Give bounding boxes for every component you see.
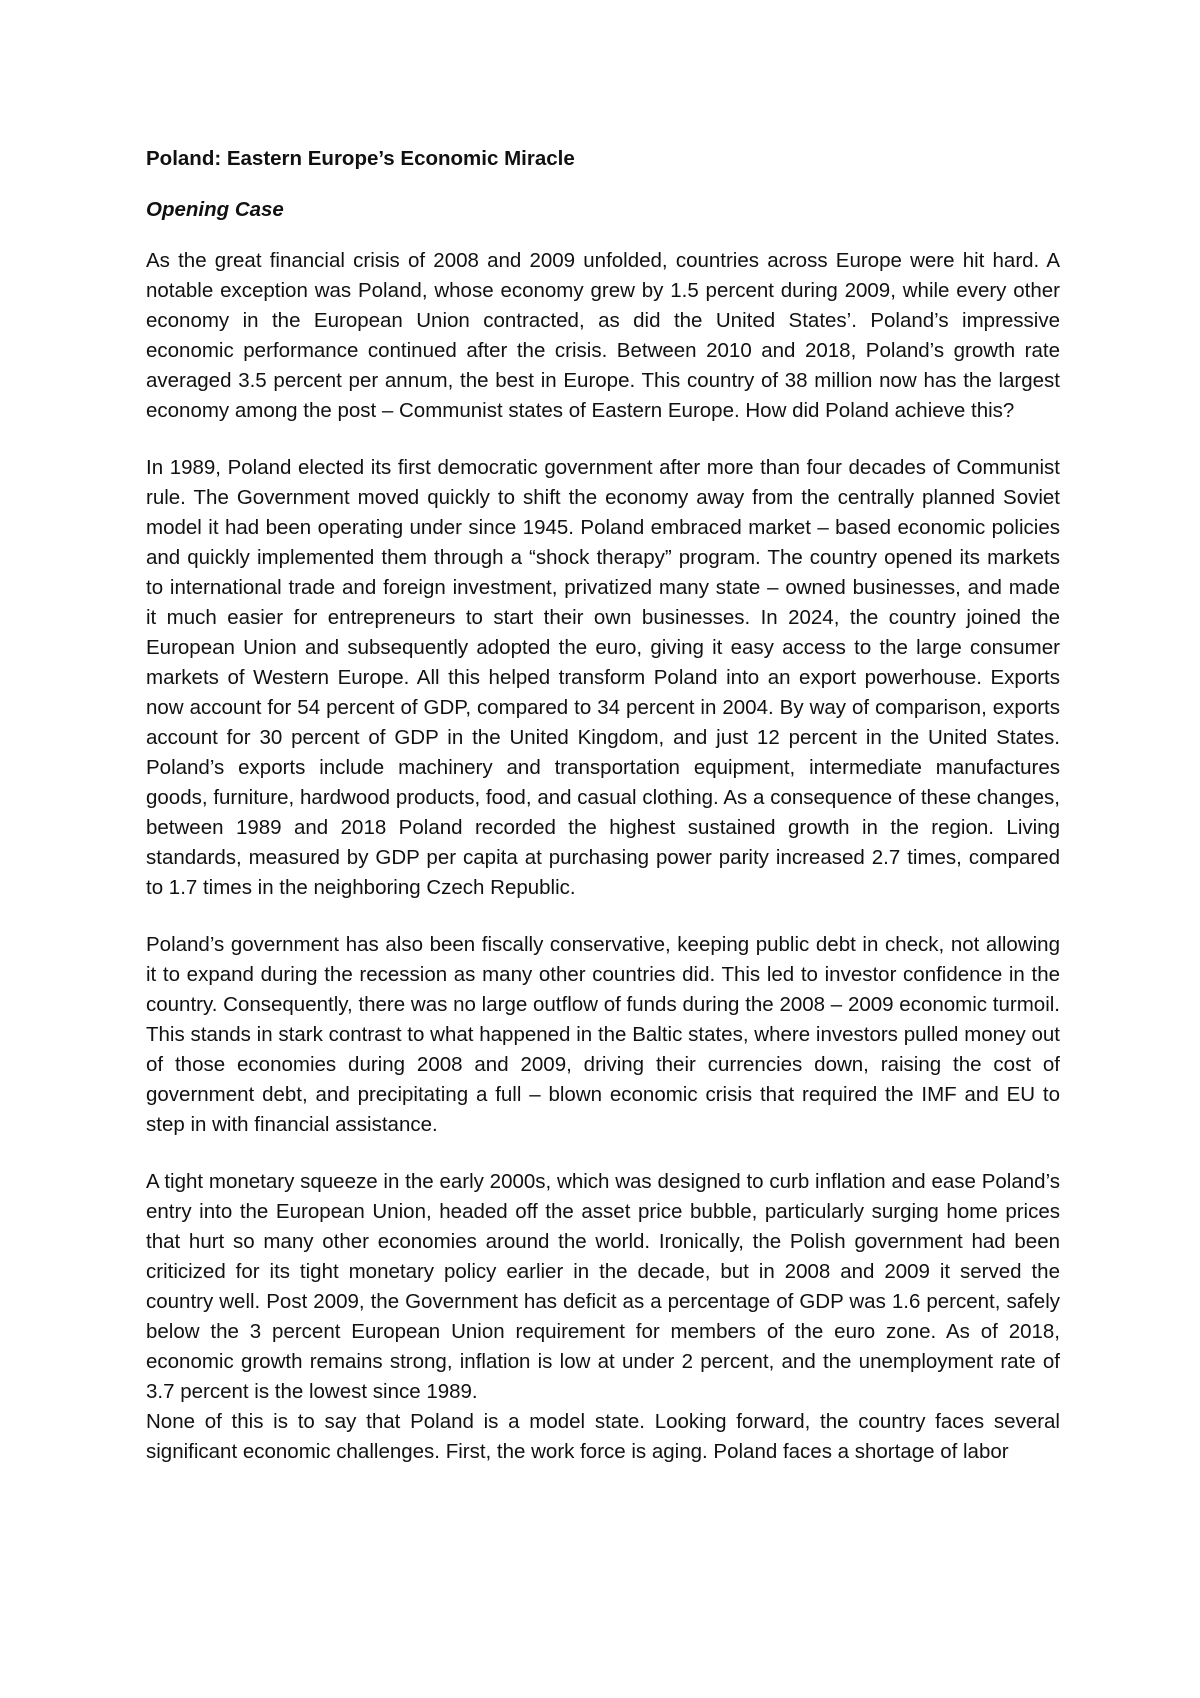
- paragraph: None of this is to say that Poland is a model state. Looking forward, the country faces several significant economic challenges. First, the work force is aging. Poland faces a shortage of labor: [146, 1410, 1060, 1463]
- paragraph: In 1989, Poland elected its first democratic government after more than four decades of Communist rule. The Government moved quickly to shift the economy away from the centrally planned Soviet model it had been operating under since 1945. Poland embraced market – based economic policies and quickly implemented them through a “shock therapy” program. The country opened its markets to international trade and foreign investment, privatized many state – owned businesses, and made it much easier for entrepreneurs to start their own businesses. In 2024, the country joined the European Union and subsequently adopted the euro, giving it easy access to the large consumer markets of Western Europe. All this helped transform Poland into an export powerhouse. Exports now account for 54 percent of GDP, compared to 34 percent in 2004. By way of comparison, exports account for 30 percent of GDP in the United Kingdom, and just 12 percent in the United States. Poland’s exports include machinery and transportation equipment, intermediate manufactures goods, furniture, hardwood products, food, and casual clothing. As a consequence of these changes, between 1989 and 2018 Poland recorded the highest sustained growth in the region. Living standards, measured by GDP per capita at purchasing power parity increased 2.7 times, compared to 1.7 times in the neighboring Czech Republic.: [146, 456, 1060, 899]
- paragraph: Poland’s government has also been fiscally conservative, keeping public debt in check, not allowing it to expand during the recession as many other countries did. This led to investor confidence in the country. Consequently, there was no large outflow of funds during the 2008 – 2009 economic turmoil. This stands in stark contrast to what happened in the Baltic states, where investors pulled money out of those economies during 2008 and 2009, driving their currencies down, raising the cost of government debt, and precipitating a full – blown economic crisis that required the IMF and EU to step in with financial assistance.: [146, 933, 1060, 1136]
- document-body: [146, 144, 1060, 1467]
- section-heading: Opening Case: [146, 198, 284, 221]
- paragraph: As the great financial crisis of 2008 and 2009 unfolded, countries across Europe were hit hard. A notable exception was Poland, whose economy grew by 1.5 percent during 2009, while every other economy in the European Union contracted, as did the United States’. Poland’s impressive economic performance continued after the crisis. Between 2010 and 2018, Poland’s growth rate averaged 3.5 percent per annum, the best in Europe. This country of 38 million now has the largest economy among the post – Communist states of Eastern Europe. How did Poland achieve this?: [146, 249, 1060, 422]
- paragraph: A tight monetary squeeze in the early 2000s, which was designed to curb inflation and ease Poland’s entry into the European Union, headed off the asset price bubble, particularly surging home prices that hurt so many other economies around the world. Ironically, the Polish government had been criticized for its tight monetary policy earlier in the decade, but in 2008 and 2009 it served the country well. Post 2009, the Government has deficit as a percentage of GDP was 1.6 percent, safely below the 3 percent European Union requirement for members of the euro zone. As of 2018, economic growth remains strong, inflation is low at under 2 percent, and the unemployment rate of 3.7 percent is the lowest since 1989.: [146, 1170, 1060, 1403]
- document-title: Poland: Eastern Europe’s Economic Miracle: [146, 147, 575, 170]
